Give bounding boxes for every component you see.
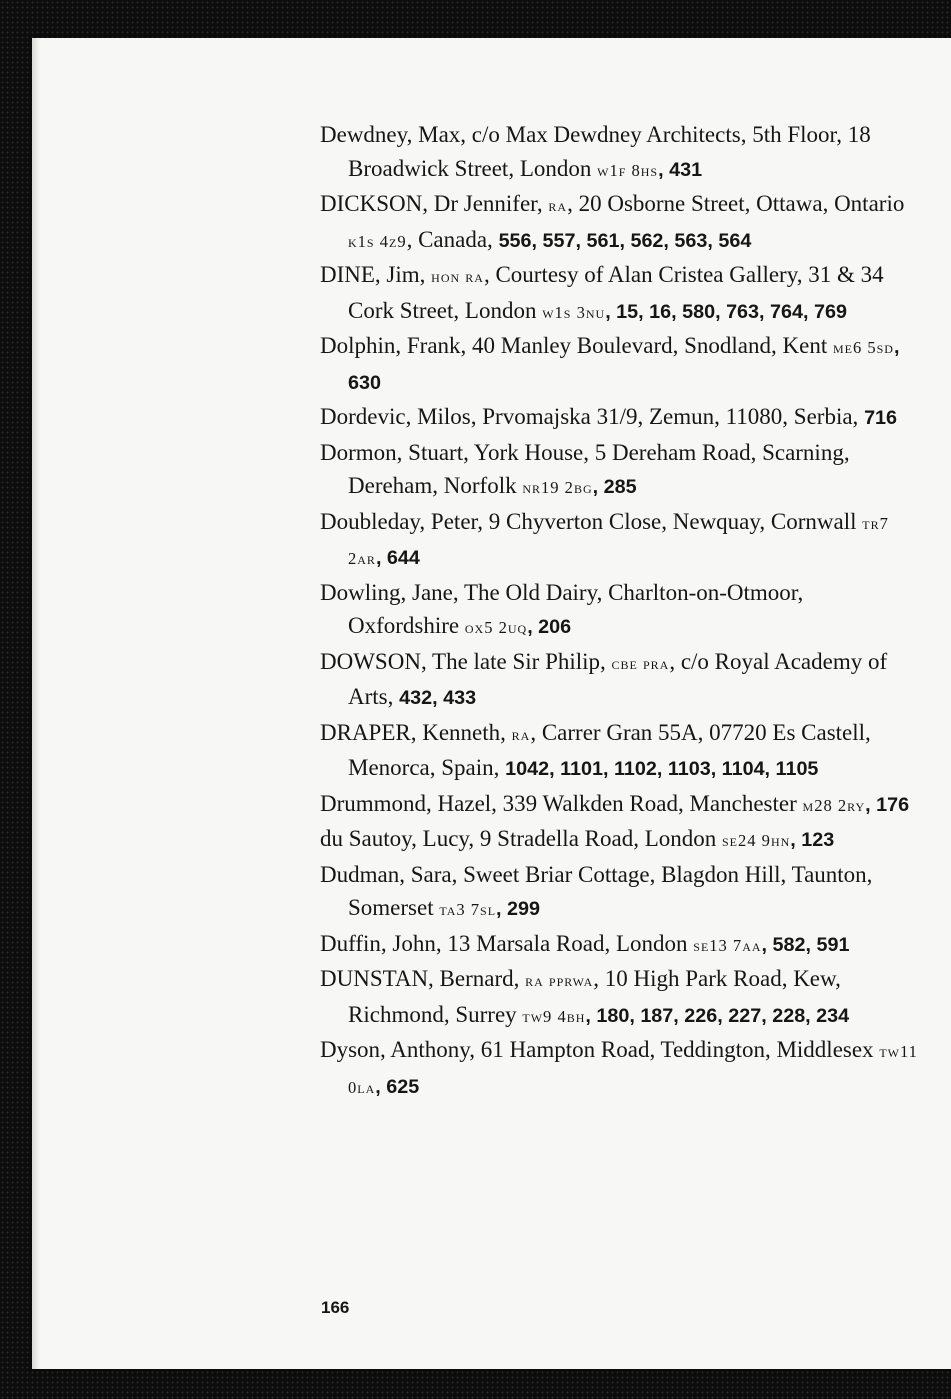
index-entry: Dolphin, Frank, 40 Manley Boulevard, Snodland, Kent me6 5sd, 630 xyxy=(320,333,900,394)
index-entry: DUNSTAN, Bernard, ra pprwa, 10 High Park Road, Kew, Richmond, Surrey tw9 4bh, 180, 187, 226, 227, 228, 234 xyxy=(320,966,850,1027)
index-entry: Drummond, Hazel, 339 Walkden Road, Manchester m28 2ry, 176 xyxy=(320,790,910,816)
page-refs: 716 xyxy=(864,407,898,429)
title: cbe pra xyxy=(611,653,670,673)
page-refs: , 625 xyxy=(375,1075,420,1098)
index-entry: Doubleday, Peter, 9 Chyverton Close, Newquay, Cornwall tr7 2ar, 644 xyxy=(320,508,889,569)
page-refs: , 285 xyxy=(592,476,637,498)
postcode: se24 9hn xyxy=(722,831,791,850)
postcode: tw11 0la xyxy=(348,1042,918,1097)
page-refs: , 299 xyxy=(496,898,541,920)
page-refs: , 180, 187, 226, 227, 228, 234 xyxy=(585,1004,850,1027)
title: ra pprwa xyxy=(525,971,594,990)
page-refs: , 176 xyxy=(865,793,910,816)
title: hon ra xyxy=(431,267,484,286)
index-entry: Dudman, Sara, Sweet Briar Cottage, Blagdon Hill, Taunton, Somerset ta3 7sl, 299 xyxy=(320,861,873,920)
index-entry: DRAPER, Kenneth, ra, Carrer Gran 55A, 07720 Es Castell, Menorca, Spain, 1042, 1101, 1102, 1103, 1104, 1105 xyxy=(320,719,871,780)
postcode: w1f 8hs xyxy=(597,160,659,180)
page-refs: , 15, 16, 580, 763, 764, 769 xyxy=(605,300,847,323)
index-entry: DICKSON, Dr Jennifer, ra, 20 Osborne Street, Ottawa, Ontario k1s 4z9, Canada, 556, 557, 561, 562, 563, 564 xyxy=(320,191,905,252)
index-entry: Dyson, Anthony, 61 Hampton Road, Teddington, Middlesex tw11 0la, 625 xyxy=(320,1037,918,1098)
page-refs: , 431 xyxy=(658,158,703,181)
page-refs: 1042, 1101, 1102, 1103, 1104, 1105 xyxy=(505,758,819,780)
index-entries xyxy=(320,118,920,1104)
index-entry: Duffin, John, 13 Marsala Road, London se13 7aa, 582, 591 xyxy=(320,930,850,956)
title: ra xyxy=(548,196,568,215)
page-refs: , 630 xyxy=(348,336,900,394)
index-entry: Dowling, Jane, The Old Dairy, Charlton-on-Otmoor, Oxfordshire ox5 2uq, 206 xyxy=(320,579,804,638)
index-entry: Dewdney, Max, c/o Max Dewdney Architects, 5th Floor, 18 Broadwick Street, London w1f 8hs, 431 xyxy=(320,122,871,181)
postcode: tr7 2ar xyxy=(348,513,889,568)
postcode: m28 2ry xyxy=(802,795,866,815)
postcode: me6 5sd xyxy=(832,338,894,357)
postcode: nr19 2bg xyxy=(522,478,593,497)
postcode: ta3 7sl xyxy=(439,900,497,919)
page-refs: , 123 xyxy=(790,829,835,851)
title: ra xyxy=(511,724,531,744)
page-refs: , 644 xyxy=(375,547,420,569)
page-refs: 556, 557, 561, 562, 563, 564 xyxy=(498,229,752,252)
postcode: k1s 4z9 xyxy=(348,231,407,251)
postcode: w1s 3nu xyxy=(542,302,606,322)
page-refs: , 582, 591 xyxy=(761,933,850,956)
page-gutter-shadow xyxy=(32,38,40,1369)
index-entry: DINE, Jim, hon ra, Courtesy of Alan Cristea Gallery, 31 & 34 Cork Street, London w1s 3nu, 15, 16, 580, 763, 764, 769 xyxy=(320,262,884,323)
page-refs: 432, 433 xyxy=(399,687,477,709)
postcode: tw9 4bh xyxy=(522,1006,586,1026)
index-entry: DOWSON, The late Sir Philip, cbe pra, c/o Royal Academy of Arts, 432, 433 xyxy=(320,648,888,709)
postcode: se13 7aa xyxy=(693,935,762,955)
page-refs: , 206 xyxy=(527,616,572,638)
page-number: 166 xyxy=(321,1298,350,1317)
index-entry: du Sautoy, Lucy, 9 Stradella Road, London se24 9hn, 123 xyxy=(320,826,835,851)
index-entry: Dormon, Stuart, York House, 5 Dereham Road, Scarning, Dereham, Norfolk nr19 2bg, 285 xyxy=(320,439,850,498)
index-entry: Dordevic, Milos, Prvomajska 31/9, Zemun, 11080, Serbia, 716 xyxy=(320,404,898,429)
postcode: ox5 2uq xyxy=(464,618,528,637)
